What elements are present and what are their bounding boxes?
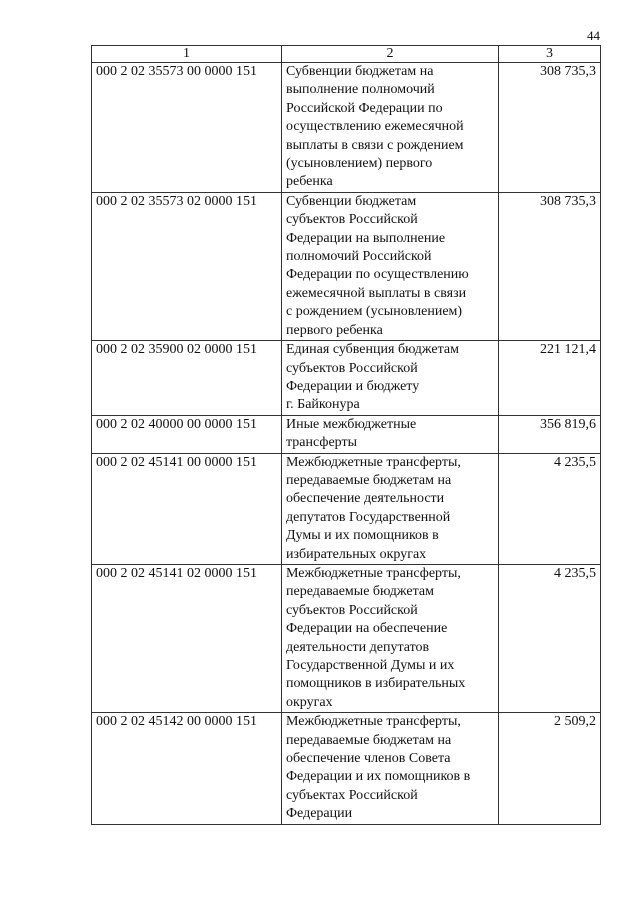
budget-item-name-line: Государственной Думы и их bbox=[286, 658, 455, 673]
budget-item-name-line: Федерации и их помощников в bbox=[286, 769, 471, 785]
budget-item-name-line: субъектов Российской bbox=[286, 360, 418, 376]
budget-item-name-line: депутатов Государственной bbox=[286, 509, 451, 525]
table-row bbox=[92, 192, 601, 340]
budget-item-name-line: субъектов Российской bbox=[286, 212, 418, 228]
budget-item-name-cell bbox=[282, 192, 499, 340]
budget-item-name-line: ежемесячной выплаты в связи bbox=[286, 285, 467, 301]
table-row bbox=[92, 564, 601, 712]
budget-code-cell: 000 2 02 45142 00 0000 151 bbox=[92, 713, 282, 824]
budget-item-name-line: осуществлению ежемесячной bbox=[286, 119, 464, 135]
budget-item-name-line: с рождением (усыновлением) bbox=[286, 304, 463, 320]
budget-item-name-line: (усыновлением) первого bbox=[286, 156, 433, 172]
amount-cell: 2 509,2 bbox=[499, 713, 601, 824]
budget-table bbox=[91, 45, 601, 825]
amount-cell: 356 819,6 bbox=[499, 415, 601, 453]
budget-item-name-cell bbox=[282, 713, 499, 824]
budget-item-name-line: полномочий Российской bbox=[286, 249, 432, 265]
budget-item-name-line: Федерации bbox=[286, 806, 353, 822]
budget-item-name-line: передаваемые бюджетам на bbox=[286, 472, 452, 488]
column-header-code: 1 bbox=[92, 46, 282, 63]
budget-item-name-line: Единая субвенция бюджетам bbox=[286, 342, 459, 358]
budget-item-name-line: выполнение полномочий bbox=[286, 82, 435, 98]
budget-item-name-line: помощников в избирательных bbox=[286, 676, 466, 692]
column-header-name: 2 bbox=[282, 46, 499, 63]
budget-code-cell: 000 2 02 35573 00 0000 151 bbox=[92, 63, 282, 193]
budget-code-cell: 000 2 02 45141 02 0000 151 bbox=[92, 564, 282, 712]
table-row bbox=[92, 341, 601, 416]
table-row bbox=[92, 713, 601, 824]
budget-item-name-line: Межбюджетные трансферты, bbox=[286, 714, 461, 730]
budget-item-name-line: передаваемые бюджетам на bbox=[286, 732, 452, 748]
page-number: 44 bbox=[587, 28, 600, 43]
budget-code-cell: 000 2 02 35900 02 0000 151 bbox=[92, 341, 282, 416]
budget-code-cell: 000 2 02 40000 00 0000 151 bbox=[92, 415, 282, 453]
budget-code-cell: 000 2 02 45141 00 0000 151 bbox=[92, 453, 282, 564]
budget-item-name-line: обеспечение деятельности bbox=[286, 491, 445, 507]
budget-item-name-line: Межбюджетные трансферты, bbox=[286, 454, 461, 470]
budget-item-name-line: Субвенции бюджетам на bbox=[286, 64, 434, 79]
budget-item-name-line: Федерации на выполнение bbox=[286, 230, 446, 246]
budget-item-name-line: трансферты bbox=[286, 435, 358, 451]
amount-cell: 308 735,3 bbox=[499, 63, 601, 193]
column-header-amount: 3 bbox=[499, 46, 601, 63]
budget-item-name-cell bbox=[282, 341, 499, 416]
budget-item-name-line: обеспечение членов Совета bbox=[286, 751, 451, 767]
header-row bbox=[92, 46, 601, 63]
table-body bbox=[92, 63, 601, 825]
amount-cell: 4 235,5 bbox=[499, 564, 601, 712]
budget-code-cell: 000 2 02 35573 02 0000 151 bbox=[92, 192, 282, 340]
budget-item-name-cell bbox=[282, 453, 499, 564]
budget-item-name-line: избирательных округах bbox=[286, 546, 427, 562]
amount-cell: 221 121,4 bbox=[499, 341, 601, 416]
budget-item-name-cell bbox=[282, 415, 499, 453]
budget-item-name-line: Федерации и бюджету bbox=[286, 378, 420, 394]
budget-item-name-line: Думы и их помощников в bbox=[286, 528, 439, 544]
budget-item-name-line: деятельности депутатов bbox=[286, 639, 430, 655]
budget-item-name-line: первого ребенка bbox=[286, 322, 383, 338]
budget-item-name-line: Федерации по осуществлению bbox=[286, 267, 469, 283]
budget-item-name-line: Иные межбюджетные bbox=[286, 416, 417, 432]
table-row bbox=[92, 415, 601, 453]
budget-item-name-line: ребенка bbox=[286, 174, 333, 190]
budget-item-name-line: Федерации на обеспечение bbox=[286, 621, 448, 637]
table-row bbox=[92, 453, 601, 564]
budget-item-name-line: субъектах Российской bbox=[286, 787, 418, 803]
budget-item-name-line: субъектов Российской bbox=[286, 602, 418, 618]
budget-item-name-line: г. Байконура bbox=[286, 397, 360, 413]
amount-cell: 4 235,5 bbox=[499, 453, 601, 564]
budget-item-name-line: передаваемые бюджетам bbox=[286, 584, 434, 600]
budget-item-name-line: Субвенции бюджетам bbox=[286, 193, 417, 209]
table-row bbox=[92, 63, 601, 193]
budget-item-name-line: выплаты в связи с рождением bbox=[286, 137, 464, 153]
budget-item-name-cell bbox=[282, 564, 499, 712]
budget-item-name-line: Межбюджетные трансферты, bbox=[286, 565, 461, 581]
budget-item-name-cell bbox=[282, 63, 499, 193]
budget-item-name-line: округах bbox=[286, 694, 333, 710]
amount-cell: 308 735,3 bbox=[499, 192, 601, 340]
budget-item-name-line: Российской Федерации по bbox=[286, 100, 443, 116]
